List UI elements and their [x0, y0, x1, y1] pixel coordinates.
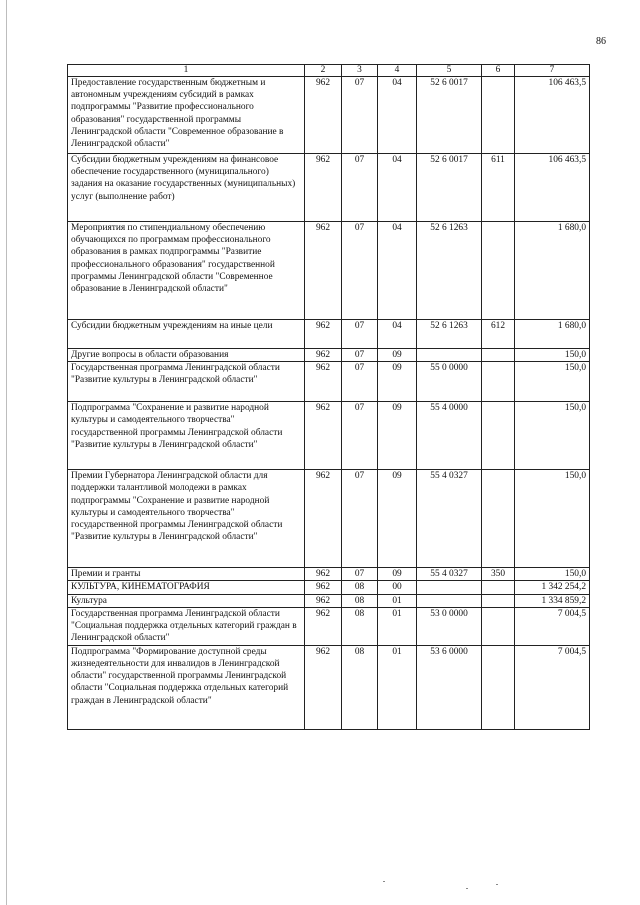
budget-table	[67, 64, 590, 730]
cell-subsection: 09	[378, 568, 417, 581]
table-row	[68, 320, 590, 349]
cell-admin: 962	[305, 645, 342, 729]
cell-target: 52 6 0017	[417, 154, 482, 222]
cell-amount: 7 004,5	[515, 645, 590, 729]
cell-admin: 962	[305, 222, 342, 320]
cell-admin: 962	[305, 349, 342, 362]
cell-expense-type	[482, 581, 515, 594]
scan-speck	[466, 888, 468, 889]
cell-subsection: 09	[378, 402, 417, 470]
table-row	[68, 402, 590, 470]
cell-target: 55 4 0327	[417, 470, 482, 568]
cell-subsection: 09	[378, 349, 417, 362]
cell-subsection: 04	[378, 320, 417, 349]
cell-amount: 106 463,5	[515, 154, 590, 222]
cell-section: 07	[342, 349, 378, 362]
table-row	[68, 349, 590, 362]
cell-amount: 1 680,0	[515, 222, 590, 320]
cell-name: Субсидии бюджетным учреждениям на финансовое обеспечение государственного (муниципального) задания на оказание государственных (муниципальных) услуг (выполнение работ)	[68, 154, 305, 222]
cell-section: 08	[342, 607, 378, 645]
cell-subsection: 09	[378, 470, 417, 568]
cell-amount: 150,0	[515, 470, 590, 568]
cell-section: 08	[342, 581, 378, 594]
header-col-4: 4	[378, 65, 417, 77]
table-row	[68, 470, 590, 568]
table-row	[68, 222, 590, 320]
cell-subsection: 01	[378, 645, 417, 729]
cell-expense-type	[482, 77, 515, 154]
table-row	[68, 568, 590, 581]
cell-expense-type	[482, 222, 515, 320]
cell-target: 52 6 1263	[417, 320, 482, 349]
cell-admin: 962	[305, 320, 342, 349]
cell-section: 07	[342, 362, 378, 402]
cell-expense-type	[482, 645, 515, 729]
header-col-3: 3	[342, 65, 378, 77]
cell-admin: 962	[305, 581, 342, 594]
cell-admin: 962	[305, 402, 342, 470]
cell-admin: 962	[305, 607, 342, 645]
cell-amount: 150,0	[515, 362, 590, 402]
cell-amount: 150,0	[515, 568, 590, 581]
cell-name: Премии Губернатора Ленинградской области для поддержки талантливой молодежи в рамках подпрограммы "Сохранение и развитие народной культуры и самодеятельного творчества" государственной программы Ленинградской области "Развитие культуры в Ленинградской области"	[68, 470, 305, 568]
cell-name: Мероприятия по стипендиальному обеспечению обучающихся по программам профессионального образования в рамках подпрограммы "Развитие профессионального образования" государственной программы Ленинградской области "Современное образование в Ленинградской области"	[68, 222, 305, 320]
cell-subsection: 04	[378, 154, 417, 222]
cell-amount: 150,0	[515, 402, 590, 470]
cell-section: 07	[342, 154, 378, 222]
scan-speck	[383, 881, 385, 882]
cell-expense-type	[482, 607, 515, 645]
cell-target	[417, 349, 482, 362]
header-col-1: 1	[68, 65, 305, 77]
cell-admin: 962	[305, 594, 342, 607]
cell-subsection: 09	[378, 362, 417, 402]
cell-section: 08	[342, 594, 378, 607]
cell-expense-type: 612	[482, 320, 515, 349]
cell-admin: 962	[305, 568, 342, 581]
cell-name: Другие вопросы в области образования	[68, 349, 305, 362]
cell-name: Подпрограмма "Формирование доступной среды жизнедеятельности для инвалидов в Ленинградской области" государственной программы Ленинградской области "Социальная поддержка отдельных категорий граждан в Ленинградской области"	[68, 645, 305, 729]
cell-admin: 962	[305, 154, 342, 222]
cell-name: Премии и гранты	[68, 568, 305, 581]
header-col-5: 5	[417, 65, 482, 77]
cell-name: Государственная программа Ленинградской области "Развитие культуры в Ленинградской области"	[68, 362, 305, 402]
cell-expense-type	[482, 349, 515, 362]
header-col-6: 6	[482, 65, 515, 77]
cell-expense-type: 611	[482, 154, 515, 222]
cell-name: КУЛЬТУРА, КИНЕМАТОГРАФИЯ	[68, 581, 305, 594]
cell-amount: 1 334 859,2	[515, 594, 590, 607]
table-row	[68, 594, 590, 607]
cell-name: Культура	[68, 594, 305, 607]
cell-target	[417, 594, 482, 607]
cell-subsection: 01	[378, 594, 417, 607]
table-header-row	[68, 65, 590, 77]
cell-subsection: 00	[378, 581, 417, 594]
cell-section: 07	[342, 222, 378, 320]
scan-edge	[6, 0, 7, 905]
cell-admin: 962	[305, 362, 342, 402]
header-col-7: 7	[515, 65, 590, 77]
cell-target: 52 6 0017	[417, 77, 482, 154]
cell-section: 08	[342, 645, 378, 729]
table-row	[68, 77, 590, 154]
cell-target: 55 0 0000	[417, 362, 482, 402]
cell-subsection: 01	[378, 607, 417, 645]
cell-name: Субсидии бюджетным учреждениям на иные цели	[68, 320, 305, 349]
cell-amount: 106 463,5	[515, 77, 590, 154]
cell-amount: 150,0	[515, 349, 590, 362]
cell-expense-type	[482, 362, 515, 402]
page-number: 86	[596, 36, 606, 47]
cell-admin: 962	[305, 77, 342, 154]
cell-target: 55 4 0000	[417, 402, 482, 470]
table-row	[68, 362, 590, 402]
scan-speck	[496, 884, 498, 885]
header-col-2: 2	[305, 65, 342, 77]
cell-target: 53 0 0000	[417, 607, 482, 645]
table-row	[68, 607, 590, 645]
cell-target: 55 4 0327	[417, 568, 482, 581]
cell-name: Подпрограмма "Сохранение и развитие народной культуры и самодеятельного творчества" государственной программы Ленинградской области "Развитие культуры в Ленинградской области"	[68, 402, 305, 470]
cell-name: Предоставление государственным бюджетным и автономным учреждениям субсидий в рамках подпрограммы "Развитие профессионального образования" государственной программы Ленинградской области "Современное образование в Ленинградской области"	[68, 77, 305, 154]
cell-expense-type	[482, 470, 515, 568]
cell-target: 52 6 1263	[417, 222, 482, 320]
cell-amount: 7 004,5	[515, 607, 590, 645]
table-row	[68, 154, 590, 222]
cell-subsection: 04	[378, 77, 417, 154]
cell-section: 07	[342, 320, 378, 349]
cell-target	[417, 581, 482, 594]
cell-section: 07	[342, 77, 378, 154]
cell-amount: 1 680,0	[515, 320, 590, 349]
cell-subsection: 04	[378, 222, 417, 320]
cell-amount: 1 342 254,2	[515, 581, 590, 594]
cell-expense-type	[482, 402, 515, 470]
cell-expense-type: 350	[482, 568, 515, 581]
table-row	[68, 645, 590, 729]
table-row	[68, 581, 590, 594]
cell-section: 07	[342, 402, 378, 470]
cell-section: 07	[342, 568, 378, 581]
cell-target: 53 6 0000	[417, 645, 482, 729]
cell-section: 07	[342, 470, 378, 568]
cell-expense-type	[482, 594, 515, 607]
cell-admin: 962	[305, 470, 342, 568]
cell-name: Государственная программа Ленинградской области "Социальная поддержка отдельных категорий граждан в Ленинградской области"	[68, 607, 305, 645]
